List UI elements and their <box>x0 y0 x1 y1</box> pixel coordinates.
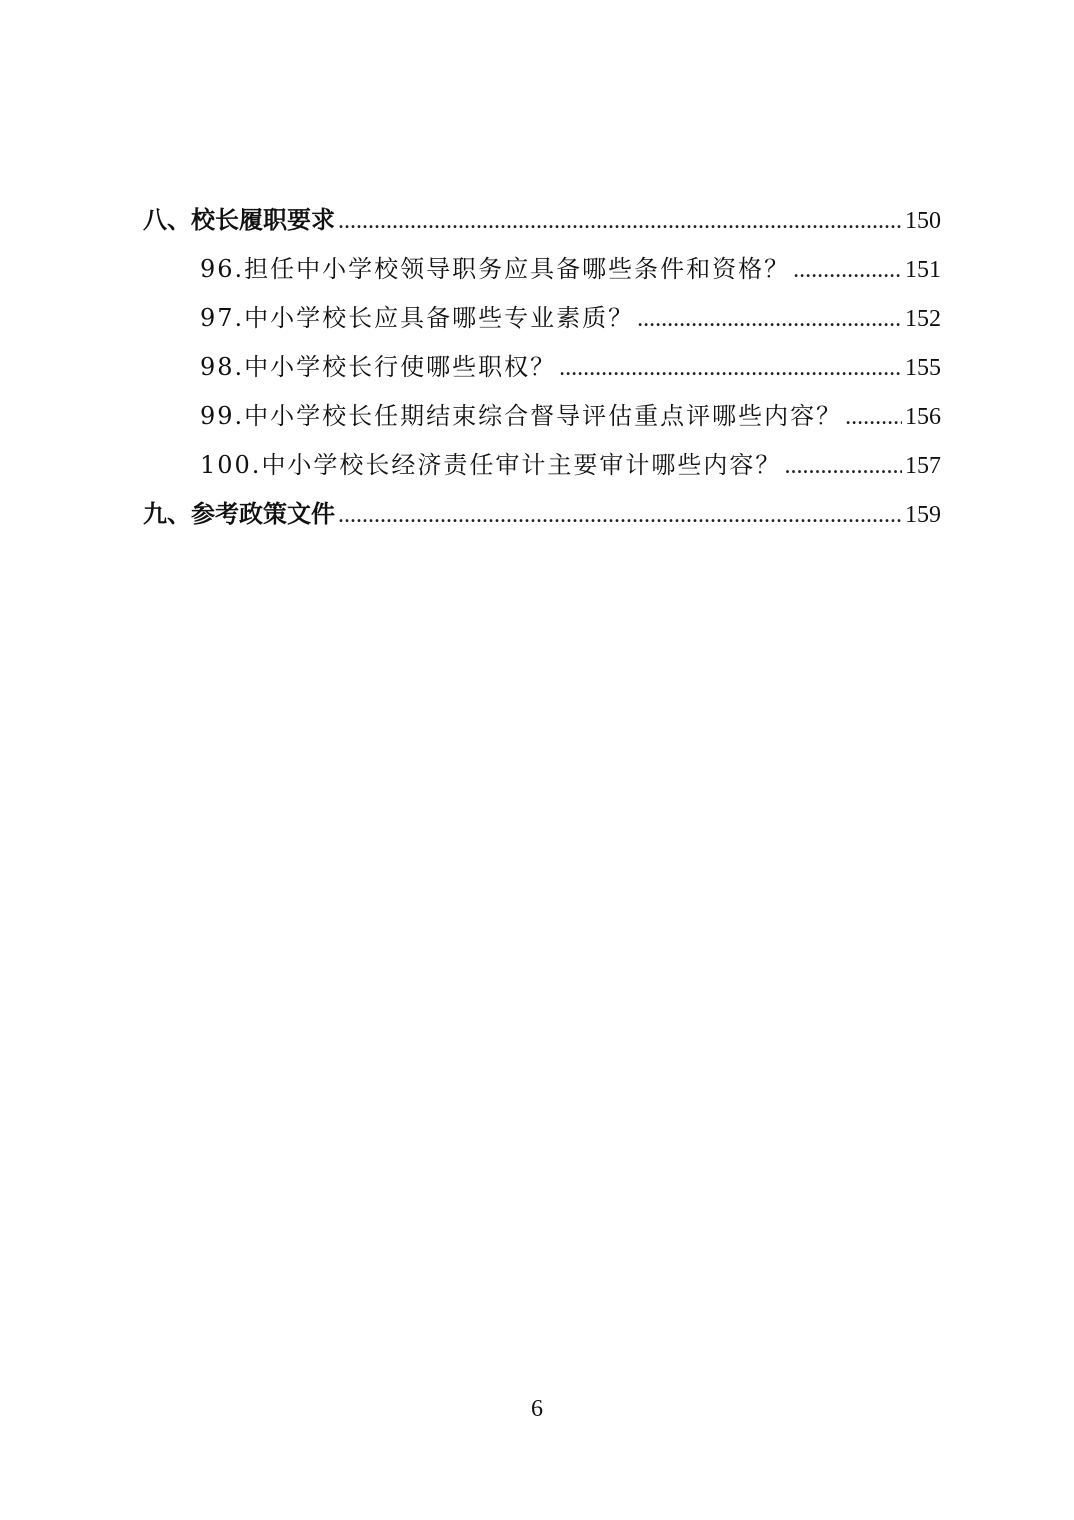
toc-entry-page: 151 <box>905 257 941 283</box>
toc-entry-page: 157 <box>905 453 941 479</box>
toc-entry-title: 97.中小学校长应具备哪些专业素质？ <box>200 304 635 332</box>
toc-dot-leader <box>338 491 902 540</box>
toc-entry-section-8[interactable] <box>143 196 941 245</box>
toc-dot-leader <box>845 393 902 442</box>
toc-entry-page: 150 <box>905 208 941 234</box>
toc-entry-item-98[interactable] <box>143 343 941 392</box>
page-number: 6 <box>531 1396 543 1422</box>
toc-entry-item-100[interactable] <box>143 441 941 490</box>
toc-dot-leader <box>338 197 902 246</box>
toc-entry-page: 152 <box>905 306 941 332</box>
toc-entry-page: 155 <box>905 355 941 381</box>
toc-entry-title: 九、参考政策文件 <box>143 500 335 528</box>
toc-entry-item-99[interactable] <box>143 392 941 441</box>
toc-entry-title: 八、校长履职要求 <box>143 206 335 234</box>
toc-entry-section-9[interactable] <box>143 490 941 539</box>
toc-dot-leader <box>637 295 902 344</box>
toc-dot-leader <box>793 246 902 295</box>
toc-entry-title: 98.中小学校长行使哪些职权？ <box>200 353 557 381</box>
toc-entry-page: 156 <box>905 404 941 430</box>
toc-entry-item-96[interactable] <box>143 245 941 294</box>
toc-entry-item-97[interactable] <box>143 294 941 343</box>
toc-entry-title: 99.中小学校长任期结束综合督导评估重点评哪些内容？ <box>200 402 843 430</box>
toc-dot-leader <box>784 442 902 491</box>
toc-dot-leader <box>559 344 902 393</box>
table-of-contents <box>143 196 941 539</box>
toc-entry-page: 159 <box>905 502 941 528</box>
toc-entry-title: 100.中小学校长经济责任审计主要审计哪些内容？ <box>200 451 782 479</box>
toc-entry-title: 96.担任中小学校领导职务应具备哪些条件和资格？ <box>200 255 791 283</box>
